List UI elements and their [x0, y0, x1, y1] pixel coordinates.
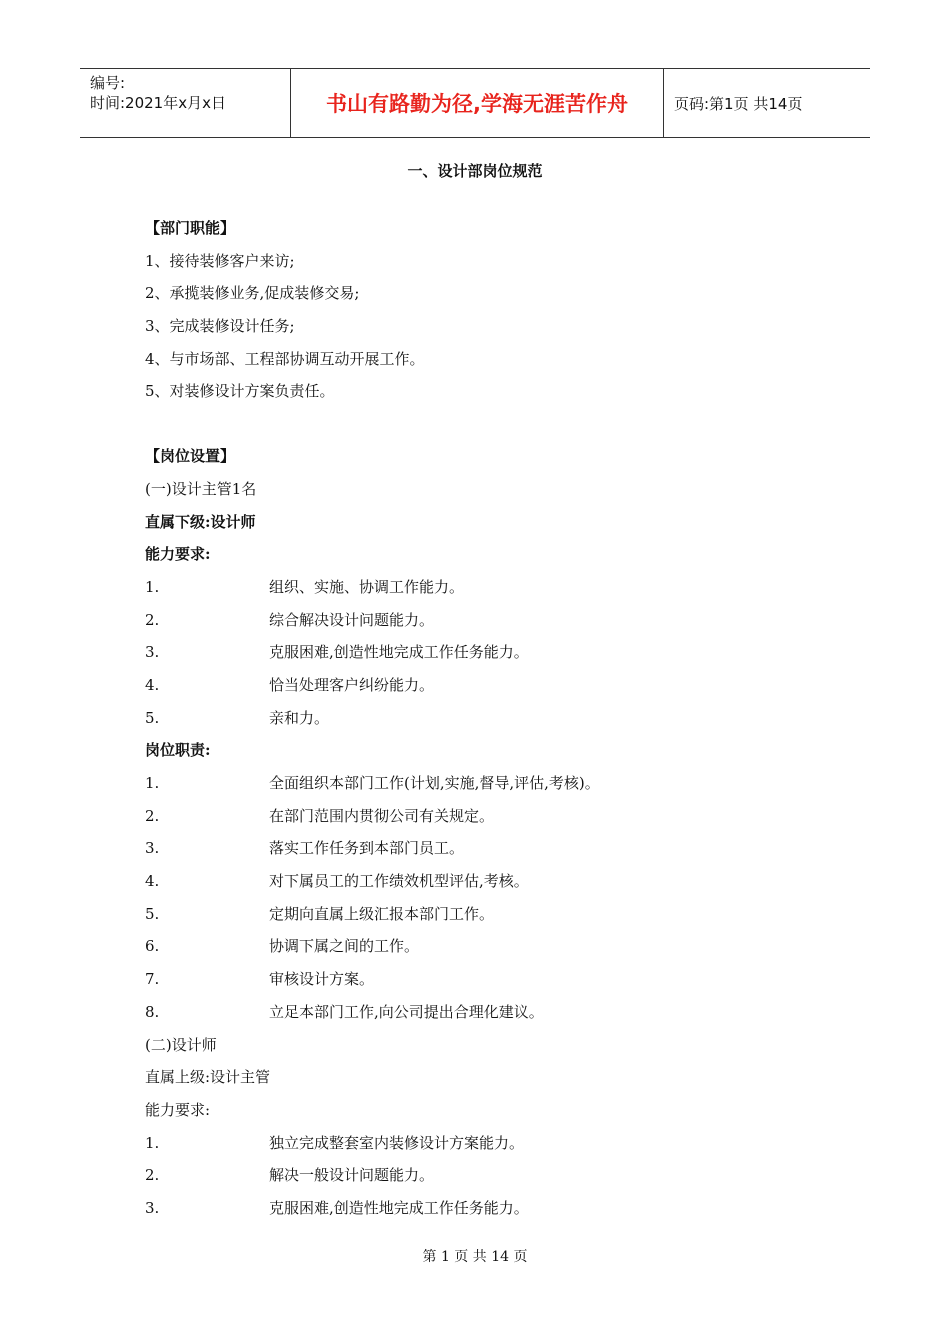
item-number: 2.: [145, 806, 160, 825]
list-item: [145, 636, 865, 669]
document-title: 一、设计部岗位规范: [407, 162, 543, 180]
list-item: 1、接待装修客户来访;: [145, 251, 295, 270]
item-number: 2.: [145, 1166, 160, 1185]
item-number: 1.: [145, 1133, 160, 1152]
list-item: [145, 865, 865, 898]
list-item: [145, 571, 865, 604]
supervisor-ability-list: [145, 571, 865, 734]
item-text: 克服困难,创造性地完成工作任务能力。: [269, 1198, 529, 1217]
list-item: [145, 832, 865, 865]
item-number: 4.: [145, 872, 160, 891]
header-motto: 书山有路勤为径,学海无涯苦作舟: [291, 69, 664, 137]
designer-superior: 直属上级:设计主管: [145, 1068, 271, 1087]
supervisor-subordinate: 直属下级:设计师: [145, 512, 256, 531]
item-text: 协调下属之间的工作。: [269, 937, 420, 956]
item-text: 审核设计方案。: [269, 970, 375, 989]
item-number: 6.: [145, 937, 160, 956]
item-number: 4.: [145, 675, 160, 694]
document-number-label: 编号:: [90, 74, 126, 92]
list-item: 2、承揽装修业务,促成装修交易;: [145, 284, 360, 303]
document-body: [145, 212, 865, 1225]
list-item: 4、与市场部、工程部协调互动开展工作。: [145, 349, 425, 368]
list-item: [145, 930, 865, 963]
section-heading-positions: 【岗位设置】: [145, 447, 236, 466]
item-number: 1.: [145, 577, 160, 596]
item-text: 恰当处理客户纠纷能力。: [269, 675, 435, 694]
list-item: [145, 669, 865, 702]
item-number: 3.: [145, 643, 160, 662]
document-date: 时间:2021年x月x日: [90, 94, 226, 112]
list-item: [145, 1127, 865, 1160]
item-text: 综合解决设计问题能力。: [269, 610, 435, 629]
item-text: 独立完成整套室内装修设计方案能力。: [269, 1133, 525, 1152]
item-number: 7.: [145, 970, 160, 989]
list-item: [145, 1159, 865, 1192]
item-text: 组织、实施、协调工作能力。: [269, 577, 465, 596]
item-text: 解决一般设计问题能力。: [269, 1166, 435, 1185]
item-text: 亲和力。: [269, 708, 330, 727]
item-text: 定期向直属上级汇报本部门工作。: [269, 904, 495, 923]
item-text: 全面组织本部门工作(计划,实施,督导,评估,考核)。: [269, 774, 600, 792]
list-item: [145, 767, 865, 800]
supervisor-ability-label: 能力要求:: [145, 545, 211, 564]
list-item: [145, 996, 865, 1029]
list-item: [145, 963, 865, 996]
header-page-info: 页码:第1页 共14页: [674, 94, 803, 113]
item-number: 3.: [145, 839, 160, 858]
designer-ability-list: [145, 1127, 865, 1225]
spacer: [145, 408, 865, 440]
item-number: 2.: [145, 610, 160, 629]
designer-title: (二)设计师: [145, 1035, 217, 1054]
item-text: 在部门范围内贯彻公司有关规定。: [269, 806, 495, 825]
item-number: 1.: [145, 774, 160, 792]
supervisor-title: (一)设计主管1名: [145, 479, 257, 498]
section-heading-dept-function: 【部门职能】: [145, 219, 236, 237]
list-item: [145, 800, 865, 833]
list-item: [145, 702, 865, 735]
item-number: 5.: [145, 904, 160, 923]
item-number: 3.: [145, 1198, 160, 1217]
dept-function-list: [145, 245, 865, 408]
item-number: 8.: [145, 1002, 160, 1021]
list-item: [145, 604, 865, 637]
supervisor-duty-label: 岗位职责:: [145, 741, 211, 760]
list-item: 5、对装修设计方案负责任。: [145, 382, 335, 401]
item-text: 落实工作任务到本部门员工。: [269, 839, 465, 858]
list-item: [145, 898, 865, 931]
item-text: 克服困难,创造性地完成工作任务能力。: [269, 643, 529, 662]
item-text: 对下属员工的工作绩效机型评估,考核。: [269, 872, 529, 891]
header-meta: [80, 69, 291, 137]
supervisor-duty-list: [145, 767, 865, 1029]
page-footer: 第 1 页 共 14 页: [422, 1249, 528, 1265]
item-number: 5.: [145, 708, 160, 727]
item-text: 立足本部门工作,向公司提出合理化建议。: [269, 1002, 544, 1021]
list-item: 3、完成装修设计任务;: [145, 317, 295, 336]
list-item: [145, 1192, 865, 1225]
page-header: [80, 68, 870, 138]
designer-ability-label: 能力要求:: [145, 1100, 211, 1119]
